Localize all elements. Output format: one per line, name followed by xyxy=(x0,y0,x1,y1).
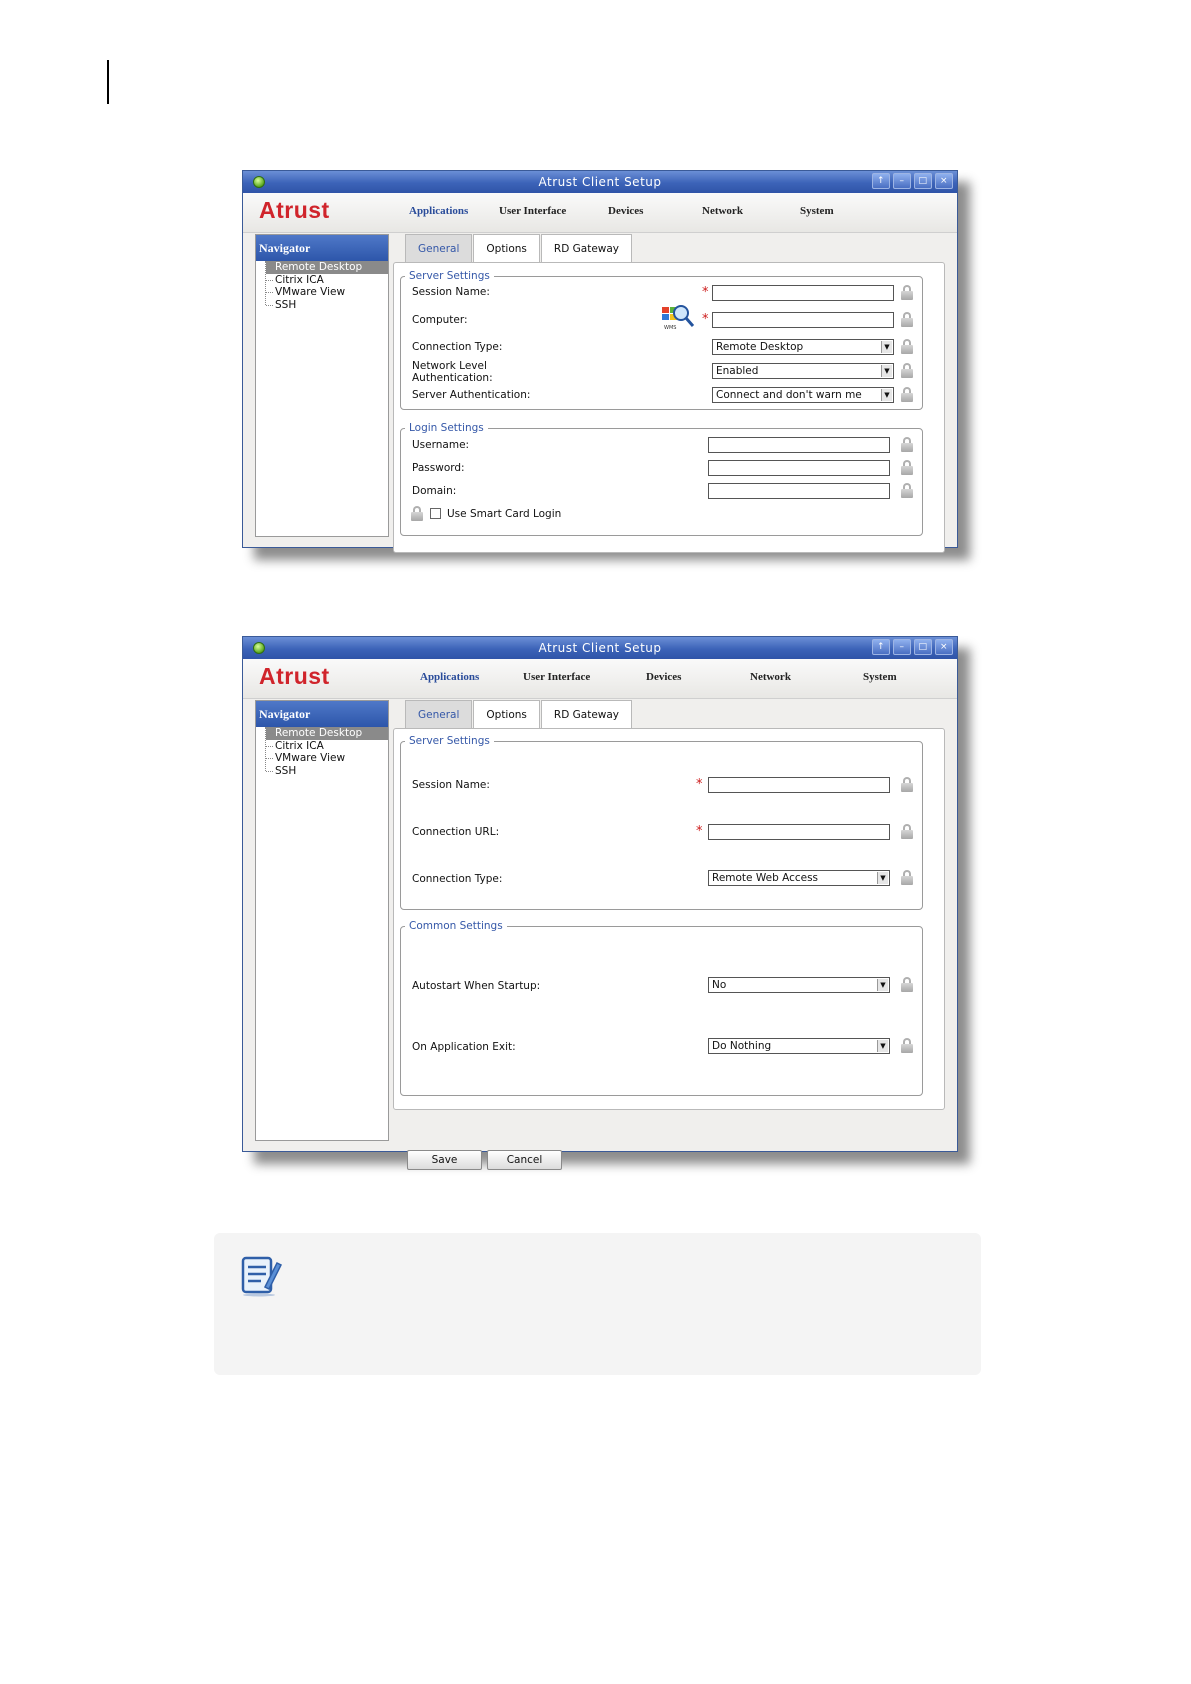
wms-badge: WMS xyxy=(664,325,677,331)
lock-icon[interactable] xyxy=(901,460,913,475)
server-auth-value: Connect and don't warn me xyxy=(716,389,862,401)
note-box xyxy=(214,1233,981,1375)
connection-type-select[interactable] xyxy=(708,870,890,886)
autostart-value: No xyxy=(712,979,727,991)
autostart-select[interactable] xyxy=(708,977,890,993)
minimize-button[interactable]: – xyxy=(893,173,911,189)
autostart-label: Autostart When Startup: xyxy=(412,980,541,992)
password-label: Password: xyxy=(412,462,465,474)
title-bar xyxy=(243,637,957,659)
exit-label: On Application Exit: xyxy=(412,1041,516,1053)
computer-input[interactable] xyxy=(712,312,894,328)
close-button[interactable]: × xyxy=(935,639,953,655)
navigator-title: Navigator xyxy=(256,235,388,261)
dropdown-arrow-icon: ▼ xyxy=(881,389,892,401)
page-margin-rule xyxy=(107,60,109,104)
domain-label: Domain: xyxy=(412,485,457,497)
tab-strip xyxy=(405,700,633,728)
server-settings-legend: Server Settings xyxy=(409,270,490,282)
window-title: Atrust Client Setup xyxy=(538,641,662,655)
wms-search-icon[interactable] xyxy=(660,301,696,331)
setup-window-remote-desktop xyxy=(242,170,958,548)
nav-item-ssh[interactable]: SSH xyxy=(266,765,388,778)
navigator-panel xyxy=(255,234,389,537)
smart-card-label: Use Smart Card Login xyxy=(447,508,562,520)
lock-icon[interactable] xyxy=(901,312,913,327)
menu-devices[interactable]: Devices xyxy=(608,205,644,217)
body-area xyxy=(243,700,957,1166)
menu-network[interactable]: Network xyxy=(702,205,743,217)
computer-label: Computer: xyxy=(412,314,468,326)
exit-select[interactable] xyxy=(708,1038,890,1054)
window-controls xyxy=(872,173,953,189)
dropdown-arrow-icon: ▼ xyxy=(877,979,888,991)
tab-general[interactable]: General xyxy=(405,700,472,728)
nav-item-vmware-view[interactable]: VMware View xyxy=(266,752,388,765)
connection-type-value: Remote Web Access xyxy=(712,872,819,884)
minimize-button[interactable]: – xyxy=(893,639,911,655)
tab-strip xyxy=(405,234,633,262)
cancel-button[interactable]: Cancel xyxy=(487,1150,562,1170)
exit-value: Do Nothing xyxy=(712,1040,772,1052)
keep-above-button[interactable]: ↑ xyxy=(872,639,890,655)
required-mark: * xyxy=(696,824,703,839)
keep-above-button[interactable]: ↑ xyxy=(872,173,890,189)
dropdown-arrow-icon: ▼ xyxy=(877,1040,888,1052)
atrust-logo: Atrust xyxy=(259,663,330,689)
required-mark: * xyxy=(702,285,709,300)
lock-icon[interactable] xyxy=(901,977,913,992)
dropdown-arrow-icon: ▼ xyxy=(877,872,888,884)
password-input[interactable] xyxy=(708,460,890,476)
title-bar xyxy=(243,171,957,193)
nav-item-remote-desktop[interactable]: Remote Desktop xyxy=(266,727,388,740)
navigator-title: Navigator xyxy=(256,701,388,727)
maximize-button[interactable]: □ xyxy=(914,173,932,189)
lock-icon[interactable] xyxy=(901,824,913,839)
menu-bar xyxy=(243,659,957,699)
nav-item-citrix-ica[interactable]: Citrix ICA xyxy=(266,740,388,753)
lock-icon[interactable] xyxy=(901,777,913,792)
lock-icon[interactable] xyxy=(901,870,913,885)
lock-icon[interactable] xyxy=(901,387,913,402)
lock-icon[interactable] xyxy=(901,483,913,498)
domain-input[interactable] xyxy=(708,483,890,499)
save-button[interactable]: Save xyxy=(407,1150,482,1170)
session-name-input[interactable] xyxy=(708,777,890,793)
menu-user-interface[interactable]: User Interface xyxy=(499,205,567,217)
nav-item-ssh[interactable]: SSH xyxy=(266,299,388,312)
login-settings-legend: Login Settings xyxy=(409,422,484,434)
server-auth-select[interactable] xyxy=(712,387,894,403)
menu-applications[interactable]: Applications xyxy=(409,205,469,217)
server-settings-legend: Server Settings xyxy=(409,735,490,747)
required-mark: * xyxy=(696,777,703,792)
nav-item-remote-desktop[interactable]: Remote Desktop xyxy=(266,261,388,274)
setup-window-remote-web-access xyxy=(242,636,958,1166)
general-panel xyxy=(393,262,945,553)
navigator-tree xyxy=(256,261,388,311)
lock-icon[interactable] xyxy=(901,339,913,354)
username-label: Username: xyxy=(412,439,470,451)
common-settings-legend: Common Settings xyxy=(409,920,503,932)
nav-item-vmware-view[interactable]: VMware View xyxy=(266,286,388,299)
menu-bar xyxy=(243,193,957,233)
general-panel xyxy=(393,728,945,1110)
lock-icon[interactable] xyxy=(411,506,423,521)
lock-icon[interactable] xyxy=(901,1038,913,1053)
tab-general[interactable]: General xyxy=(405,234,472,262)
connection-type-label: Connection Type: xyxy=(412,341,503,353)
menu-devices[interactable]: Devices xyxy=(646,671,682,683)
window-title: Atrust Client Setup xyxy=(538,175,662,189)
body-area xyxy=(243,234,957,547)
nla-select[interactable] xyxy=(712,363,894,379)
connection-type-label: Connection Type: xyxy=(412,873,503,885)
connection-type-value: Remote Desktop xyxy=(716,341,804,353)
menu-network[interactable]: Network xyxy=(750,671,791,683)
smart-card-checkbox[interactable] xyxy=(430,508,441,519)
session-name-label: Session Name: xyxy=(412,286,490,298)
app-icon xyxy=(253,176,265,188)
nla-label-line1: Network Level xyxy=(412,360,487,372)
lock-icon[interactable] xyxy=(901,363,913,378)
tab-rd-gateway[interactable]: RD Gateway xyxy=(541,700,632,728)
tab-options[interactable]: Options xyxy=(473,700,540,728)
tab-rd-gateway[interactable]: RD Gateway xyxy=(541,234,632,262)
nla-label-line2: Authentication: xyxy=(412,372,493,384)
tab-options[interactable]: Options xyxy=(473,234,540,262)
connection-url-input[interactable] xyxy=(708,824,890,840)
connection-url-label: Connection URL: xyxy=(412,826,500,838)
lock-icon[interactable] xyxy=(901,285,913,300)
note-icon xyxy=(239,1253,283,1297)
menu-user-interface[interactable]: User Interface xyxy=(523,671,591,683)
app-icon xyxy=(253,642,265,654)
menu-system[interactable]: System xyxy=(800,205,834,217)
common-settings-group xyxy=(400,920,923,1096)
session-name-input[interactable] xyxy=(712,285,894,301)
close-button[interactable]: × xyxy=(935,173,953,189)
window-controls xyxy=(872,639,953,655)
navigator-tree xyxy=(256,727,388,777)
session-name-label: Session Name: xyxy=(412,779,490,791)
dropdown-arrow-icon: ▼ xyxy=(881,341,892,353)
server-auth-label: Server Authentication: xyxy=(412,389,531,401)
maximize-button[interactable]: □ xyxy=(914,639,932,655)
atrust-logo: Atrust xyxy=(259,197,330,223)
dropdown-arrow-icon: ▼ xyxy=(881,365,892,377)
lock-icon[interactable] xyxy=(901,437,913,452)
connection-type-select[interactable] xyxy=(712,339,894,355)
menu-applications[interactable]: Applications xyxy=(420,671,480,683)
username-input[interactable] xyxy=(708,437,890,453)
nla-value: Enabled xyxy=(716,365,759,377)
required-mark: * xyxy=(702,312,709,327)
nav-item-citrix-ica[interactable]: Citrix ICA xyxy=(266,274,388,287)
menu-system[interactable]: System xyxy=(863,671,897,683)
navigator-panel xyxy=(255,700,389,1141)
